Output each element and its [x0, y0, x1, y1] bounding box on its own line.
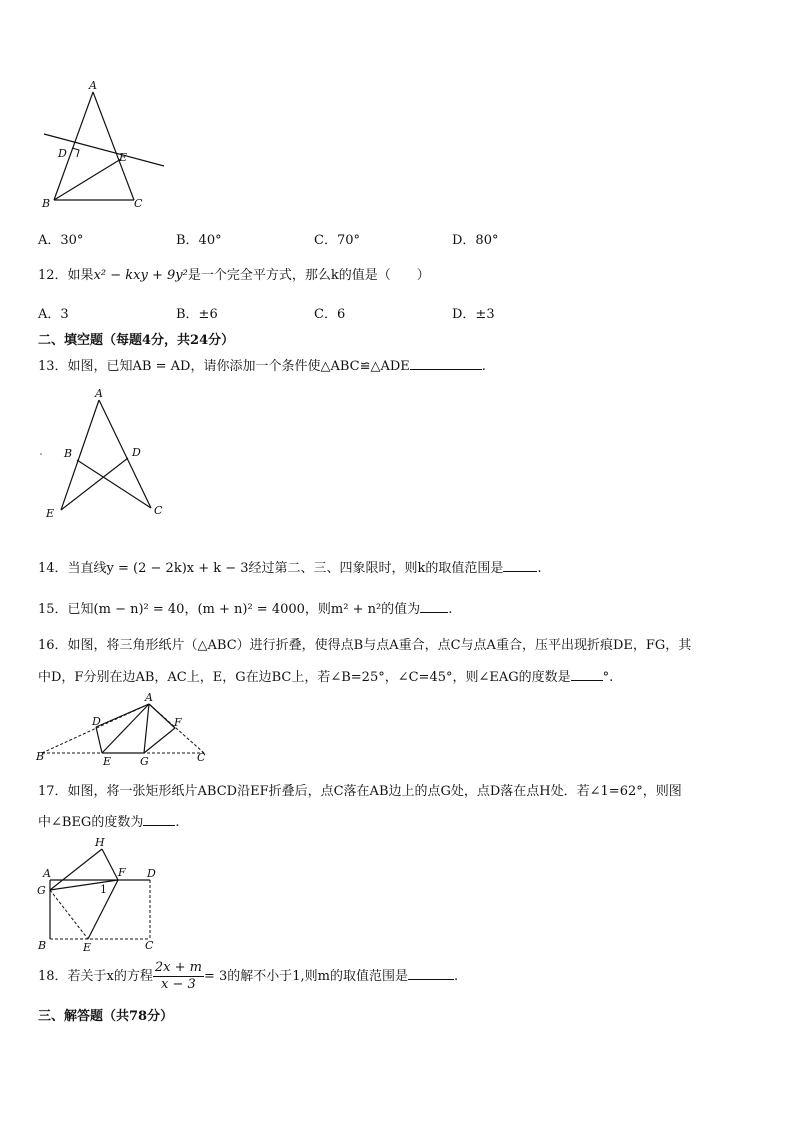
q12-prefix: 如果	[67, 268, 94, 283]
label-D: D	[92, 715, 101, 728]
figure-q13	[36, 386, 176, 522]
label-H: H	[95, 836, 105, 849]
q16-answer-blank	[571, 668, 603, 681]
q16-text: 中D，F分别在边AB，AC上，E，G在边BC上，若∠B=25°，∠C=45°，则∠EAG的度数是	[38, 670, 571, 685]
label-E: E	[119, 151, 128, 164]
label-E: E	[46, 507, 55, 520]
figure-q16	[34, 690, 214, 770]
q13-answer-blank	[410, 357, 482, 370]
q11-option-d: D．80°	[452, 233, 499, 248]
q14-answer-blank	[503, 559, 537, 572]
q11-option-b: B．40°	[176, 233, 222, 248]
section-3-heading: 三、解答题（共78分）	[38, 1009, 174, 1024]
q11-option-c: C．70°	[314, 233, 360, 248]
q12-option-a: A．3	[38, 307, 69, 322]
question-17-line-2	[38, 811, 179, 830]
q15-end: .	[448, 602, 453, 617]
q18-end: .	[454, 969, 459, 984]
question-17-line-1: 17．如图，将一张矩形纸片ABCD沿EF折叠后，点C落在AB边上的点G处，点D落在点H处．若∠1=62°，则图	[38, 784, 682, 799]
label-angle-1: 1	[100, 883, 107, 896]
question-12	[38, 264, 430, 283]
q18-answer-blank	[408, 967, 454, 980]
q18-prefix: 18．若关于x的方程	[38, 969, 153, 984]
q13-text: 13．如图，已知AB = AD，请你添加一个条件使△ABC≌△ADE	[38, 359, 410, 374]
q17-answer-blank	[143, 813, 175, 826]
label-E: E	[103, 755, 112, 768]
question-13	[38, 355, 486, 374]
q16-end: °.	[602, 670, 614, 685]
q17-end: .	[175, 815, 180, 830]
question-16-line-1: 16．如图，将三角形纸片（△ABC）进行折叠，使得点B与点A重合，点C与点A重合，压平出现折痕DE，FG，其	[38, 638, 692, 653]
label-F: F	[174, 716, 182, 729]
label-D: D	[58, 147, 67, 160]
label-G: G	[140, 755, 149, 768]
q12-option-c: C．6	[314, 307, 346, 322]
label-C: C	[134, 197, 143, 210]
label-G: G	[37, 884, 46, 897]
label-B: B	[36, 750, 45, 763]
figure-q11	[36, 78, 166, 210]
section-2-heading: 二、填空题（每题4分，共24分）	[38, 333, 235, 348]
label-A: A	[43, 867, 51, 880]
q17-text: 中∠BEG的度数为	[38, 815, 144, 830]
label-F: F	[118, 866, 126, 879]
q18-numerator: 2x + m	[154, 960, 202, 975]
q12-option-d: D．±3	[452, 307, 495, 322]
q15-text: 15．已知(m − n)² = 40，(m + n)² = 4000，则m² + n²的值为	[38, 602, 421, 617]
q11-option-a: A．30°	[38, 233, 84, 248]
q12-number: 12．	[38, 268, 68, 283]
q14-end: .	[537, 561, 542, 576]
q14-text: 14．当直线y = (2 − 2k)x + k − 3经过第二、三、四象限时，则k的取值范围是	[38, 561, 504, 576]
label-A: A	[89, 79, 97, 92]
label-B: B	[38, 939, 47, 952]
label-D: D	[132, 446, 141, 459]
label-A: A	[145, 691, 153, 704]
figure-q17	[34, 835, 164, 953]
question-14	[38, 557, 542, 576]
q12-option-b: B．±6	[176, 307, 218, 322]
question-15	[38, 598, 452, 617]
q12-expression: x² − kxy + 9y²	[93, 268, 188, 283]
label-B: B	[64, 447, 73, 460]
label-C: C	[145, 939, 154, 952]
q18-fraction	[153, 960, 204, 993]
label-C: C	[154, 504, 163, 517]
label-A: A	[95, 387, 103, 400]
label-D: D	[147, 867, 156, 880]
q18-mid: = 3的解不小于1,则m的取值范围是	[203, 969, 408, 984]
label-E: E	[83, 941, 92, 953]
question-18	[38, 960, 458, 993]
q13-end: .	[481, 359, 486, 374]
question-16-line-2	[38, 666, 613, 685]
q15-answer-blank	[420, 600, 448, 613]
q18-denominator: x − 3	[161, 977, 196, 992]
label-C: C	[197, 751, 206, 764]
q12-suffix: 是一个完全平方式，那么k的值是（ ）	[187, 268, 430, 283]
label-B: B	[42, 197, 51, 210]
